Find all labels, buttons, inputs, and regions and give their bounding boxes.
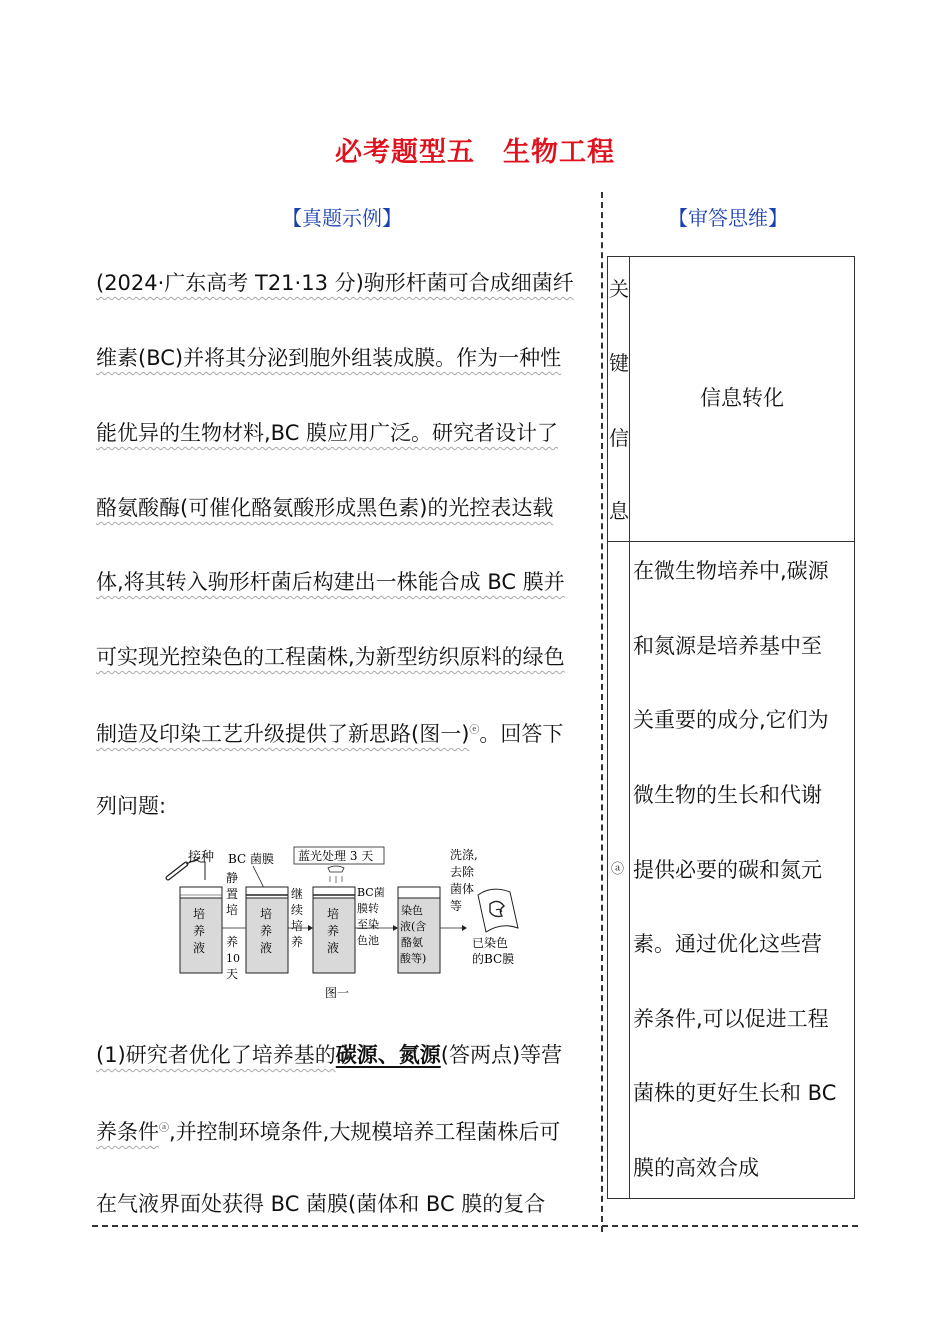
row-mark-a: ⓐ (611, 862, 625, 877)
svg-text:BC菌: BC菌 (357, 886, 385, 899)
question-line: 列问题: (96, 794, 167, 818)
svg-text:继: 继 (291, 887, 304, 901)
svg-text:培: 培 (260, 907, 273, 921)
svg-text:天: 天 (226, 967, 239, 981)
svg-text:染色: 染色 (401, 904, 423, 917)
question-line: 维素(BC)并将其分泌到胞外组装成膜。作为一种性 (96, 346, 562, 370)
svg-text:的BC膜: 的BC膜 (472, 952, 515, 966)
part1-line-3: 在气液界面处获得 BC 菌膜(菌体和 BC 膜的复合 (96, 1192, 546, 1216)
svg-text:养: 养 (291, 935, 304, 949)
svg-text:液(含: 液(含 (400, 920, 427, 933)
svg-text:养: 养 (260, 924, 273, 938)
section-header-examples: 【真题示例】 (282, 206, 402, 230)
svg-text:液: 液 (193, 941, 206, 955)
label-wash-1: 洗涤, (450, 848, 478, 862)
svg-text:养: 养 (226, 935, 239, 949)
analysis-line: 养条件,可以促进工程 (633, 1007, 829, 1031)
svg-text:培: 培 (193, 907, 206, 921)
svg-text:酪氨: 酪氨 (401, 936, 423, 949)
part1-line-1: (1)研究者优化了培养基的碳源、氮源(答两点)等营 (96, 1043, 563, 1067)
page-title: 必考题型五 生物工程 (335, 137, 615, 168)
mark-e: ⓔ (469, 725, 480, 736)
info-transform-header: 信息转化 (700, 386, 784, 410)
analysis-table (607, 256, 855, 1199)
label-wash-3: 菌体 (450, 882, 475, 896)
svg-text:酸等): 酸等) (400, 952, 427, 965)
section-header-thinking: 【审答思维】 (668, 206, 788, 230)
question-line: 可实现光控染色的工程菌株,为新型纺织原料的绿色 (96, 645, 565, 669)
analysis-line: 提供必要的碳和氮元 (633, 858, 822, 882)
key-info-char: 关 (609, 277, 629, 301)
question-line: 酪氨酸酶(可催化酪氨酸形成黑色素)的光控表达载 (96, 496, 554, 520)
analysis-line: 膜的高效合成 (633, 1156, 759, 1180)
svg-text:液: 液 (327, 941, 340, 955)
figure-one (160, 840, 540, 1010)
part1-line-2: 养条件ⓐ,并控制环境条件,大规模培养工程菌株后可 (96, 1120, 561, 1144)
label-wash-2: 去除 (450, 865, 475, 879)
svg-text:置: 置 (226, 887, 239, 901)
question-line: (2024·广东高考 T21·13 分)驹形杆菌可合成细菌纤 (96, 271, 574, 295)
svg-text:养: 养 (327, 924, 340, 938)
svg-text:色池: 色池 (357, 934, 379, 947)
svg-text:10: 10 (226, 952, 240, 965)
dye-tank (398, 887, 440, 973)
lamp-icon (328, 866, 344, 883)
analysis-line: 关重要的成分,它们为 (633, 708, 829, 732)
bottom-divider (92, 1225, 858, 1227)
key-info-char: 键 (609, 351, 629, 375)
label-bc-film: BC 菌膜 (228, 852, 275, 866)
key-info-char: 信 (609, 426, 629, 450)
dyed-membrane-icon (478, 889, 518, 932)
question-line: 能优异的生物材料,BC 膜应用广泛。研究者设计了 (96, 421, 559, 445)
analysis-line: 素。通过优化这些营 (633, 932, 822, 956)
key-info-char: 息 (609, 499, 629, 523)
figure-caption: 图一 (325, 986, 350, 1000)
svg-text:液: 液 (260, 941, 273, 955)
svg-text:续: 续 (291, 903, 304, 917)
question-line: 体,将其转入驹形杆菌后构建出一株能合成 BC 膜并 (96, 570, 565, 594)
culture-tube-2 (246, 887, 288, 973)
label-blue-light: 蓝光处理 3 天 (298, 849, 374, 863)
svg-text:膜转: 膜转 (357, 902, 379, 915)
analysis-line: 微生物的生长和代谢 (633, 783, 822, 807)
label-wash-4: 等 (450, 899, 463, 913)
svg-text:至染: 至染 (357, 918, 379, 931)
svg-text:静: 静 (226, 871, 239, 885)
mark-a: ⓐ (159, 1123, 169, 1134)
svg-text:培: 培 (226, 903, 239, 917)
label-inoculate: 接种 (188, 850, 215, 865)
analysis-line: 在微生物培养中,碳源 (633, 559, 829, 583)
question-line (96, 716, 563, 749)
question-line-text: 制造及印染工艺升级提供了新思路(图一) (96, 722, 470, 746)
svg-text:培: 培 (327, 907, 340, 921)
culture-tube-3 (313, 887, 355, 973)
svg-text:养: 养 (193, 924, 206, 938)
svg-text:已染色: 已染色 (472, 936, 509, 950)
analysis-line: 菌株的更好生长和 BC (633, 1081, 837, 1105)
svg-text:培: 培 (291, 919, 304, 933)
question-line-tail: 。回答下 (479, 722, 564, 746)
answer-blank: 碳源、氮源 (335, 1043, 441, 1067)
culture-tube-1 (180, 887, 222, 973)
analysis-line: 和氮源是培养基中至 (633, 634, 822, 658)
column-divider (601, 192, 603, 1232)
